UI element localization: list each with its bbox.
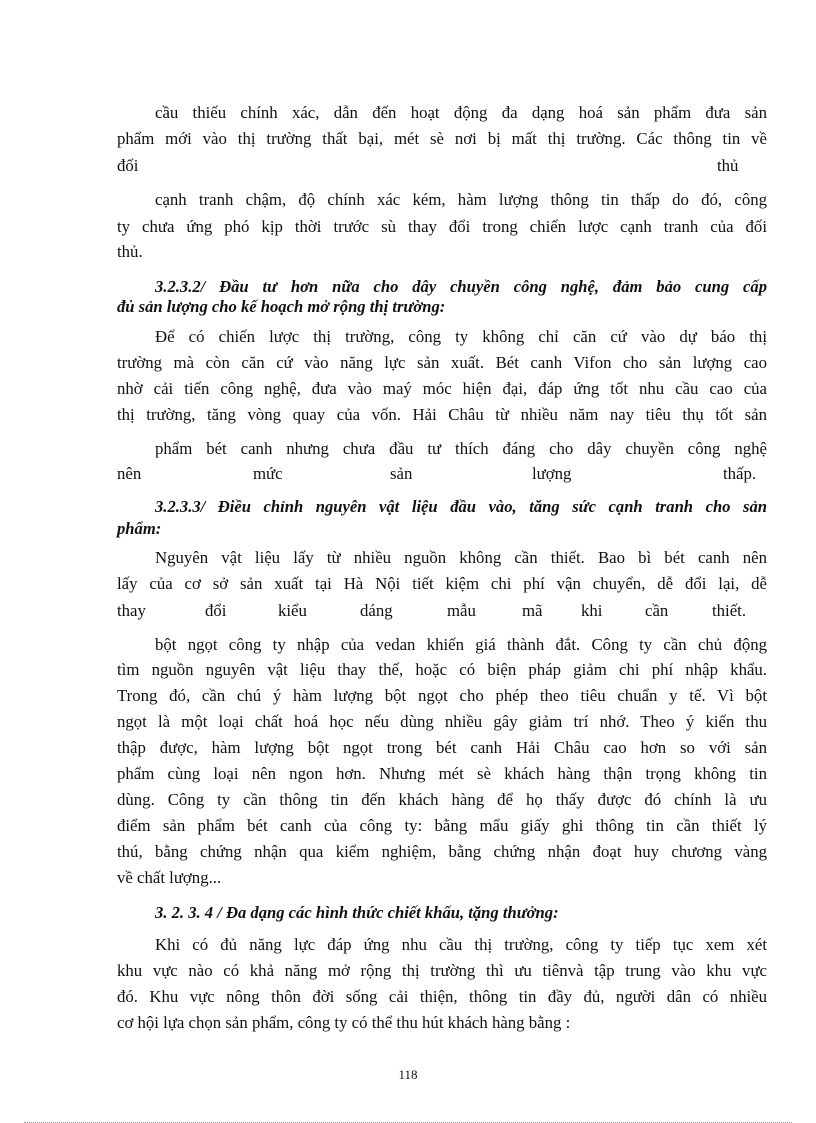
- body-line: thú, bằng chứng nhận qua kiểm nghiệm, bằng chứng nhận đoạt huy chương vàng: [117, 842, 767, 861]
- body-line: phẩm mới vào thị trường thất bại, mét sè nơi bị mất thị trường. Các thông tin về: [117, 129, 767, 148]
- body-line: khi: [581, 601, 603, 620]
- body-line: lượng: [532, 464, 572, 483]
- page-number: 118: [398, 1067, 418, 1082]
- body-line: cầu thiếu chính xác, dẫn đến hoạt động đa dạng hoá sản phẩm đưa sản: [155, 103, 767, 122]
- section-heading: 3. 2. 3. 4 / Đa dạng các hình thức chiết khấu, tặng thưởng:: [155, 903, 559, 922]
- body-line: thủ.: [117, 242, 143, 261]
- body-line: mức: [253, 464, 283, 483]
- body-line: đó. Khu vực nông thôn đời sống cải thiện, thông tin đầy đủ, người dân có nhiều: [117, 987, 767, 1006]
- body-line: thay: [117, 601, 146, 620]
- body-line: Để có chiến lược thị trường, công ty không chỉ căn cứ vào dự báo thị: [155, 327, 767, 346]
- body-line: thị trường, tăng vòng quay của vốn. Hải Châu từ nhiều năm nay tiêu thụ tốt sản: [117, 405, 767, 424]
- body-line: dáng: [360, 601, 393, 620]
- body-line: lấy của cơ sở sản xuất tại Hà Nội tiết kiệm chi phí vận chuyển, dễ đổi lại, dễ: [117, 574, 767, 593]
- body-line: sản: [390, 464, 413, 483]
- section-heading: 3.2.3.2/ Đầu tư hơn nữa cho dây chuyền công nghệ, đảm bảo cung cấp: [155, 277, 767, 296]
- body-line: thấp.: [723, 464, 757, 483]
- body-line: thủ: [717, 156, 739, 175]
- body-line: khu vực nào có khả năng mở rộng thị trường thì ưu tiênvà tập trung vào khu vực: [117, 961, 767, 980]
- body-line: nên: [117, 464, 142, 483]
- body-line: Nguyên vật liệu lấy từ nhiều nguồn không cần thiết. Bao bì bét canh nên: [155, 548, 767, 567]
- body-line: trường mà còn căn cứ vào năng lực sản xuất. Bét canh Vifon cho sản lượng cao: [117, 353, 767, 372]
- body-line: đối: [117, 156, 139, 175]
- body-line: cơ hội lựa chọn sản phẩm, công ty có thể thu hút khách hàng bằng :: [117, 1013, 571, 1032]
- body-line: bột ngọt công ty nhập của vedan khiến giá thành đắt. Công ty cần chủ động: [155, 635, 767, 654]
- body-line: phẩm bét canh nhưng chưa đầu tư thích đáng cho dây chuyền công nghệ: [155, 439, 767, 458]
- body-line: nhờ cải tiến công nghệ, đưa vào maý móc hiện đại, đáp ứng tốt nhu cầu cao của: [117, 379, 767, 398]
- body-line: phẩm cùng loại nên ngon hơn. Nhưng mét sè khách hàng thận trọng không tin: [117, 764, 767, 783]
- section-heading: 3.2.3.3/ Điều chỉnh nguyên vật liệu đầu vào, tăng sức cạnh tranh cho sản: [155, 497, 767, 516]
- body-line: thiết.: [712, 601, 747, 620]
- body-line: kiểu: [278, 601, 307, 620]
- body-line: cạnh tranh chậm, độ chính xác kém, hàm lượng thông tin thấp do đó, công: [155, 190, 767, 209]
- body-line: ngọt là một loại chất hoá học nếu dùng nhiều gây giảm trí nhớ. Theo ý kiến thu: [117, 712, 767, 731]
- body-line: Khi có đủ năng lực đáp ứng nhu cầu thị trường, công ty tiếp tục xem xét: [155, 935, 767, 954]
- body-line: thập được, hàm lượng bột ngọt trong bét canh Hải Châu cao hơn so với sản: [117, 738, 767, 757]
- body-line: đổi: [205, 601, 227, 620]
- section-heading: phẩm:: [117, 519, 162, 538]
- body-line: về chất lượng...: [117, 868, 222, 887]
- body-line: cần: [645, 601, 669, 620]
- body-line: dùng. Công ty cần thông tin đến khách hàng để họ thấy được đó chính là ưu: [117, 790, 767, 809]
- body-line: điểm sản phẩm bét canh của công ty: bằng mẩu giấy ghi thông tin cần thiết lý: [117, 816, 767, 835]
- body-line: ty chưa ứng phó kịp thời trước sù thay đổi trong chiến lược cạnh tranh của đối: [117, 217, 767, 236]
- section-heading: đủ sản lượng cho kế hoạch mở rộng thị trường:: [117, 297, 446, 316]
- body-line: mã: [522, 601, 543, 620]
- body-line: Trong đó, cần chú ý hàm lượng bột ngọt cho phép theo tiêu chuẩn y tế. Vì bột: [117, 686, 767, 705]
- body-line: mẫu: [447, 601, 476, 620]
- body-line: tìm nguồn nguyên vật liệu thay thế, hoặc có biện pháp giảm chi phí nhập khẩu.: [117, 660, 767, 679]
